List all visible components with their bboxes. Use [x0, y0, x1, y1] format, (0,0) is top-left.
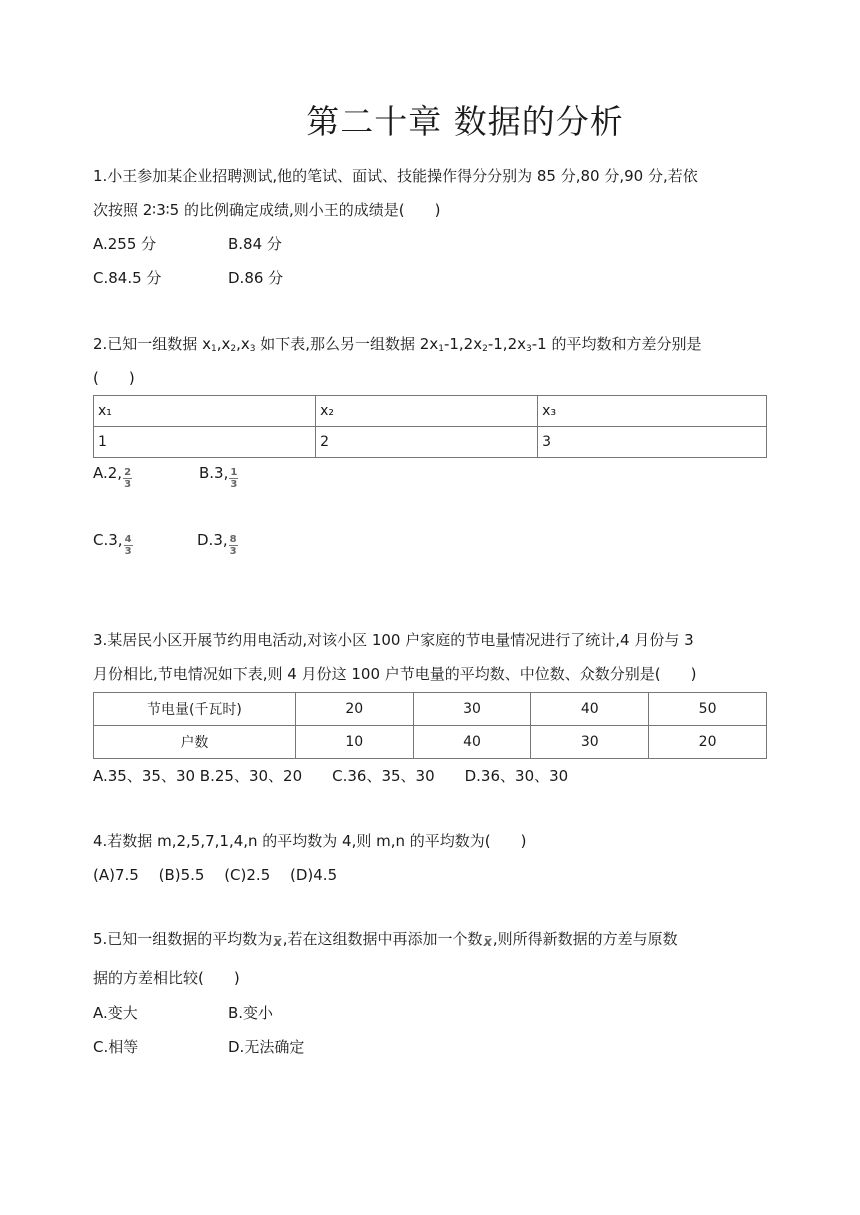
table-cell: 1 — [94, 427, 316, 458]
q3-line2: 月份相比,节电情况如下表,则 4 月份这 100 户节电量的平均数、中位数、众数分别是( ) — [93, 665, 697, 683]
q5-option-d: D.无法确定 — [228, 1038, 305, 1056]
q5-text: ,若在这组数据中再添加一个数 — [282, 930, 483, 948]
q2-line1 — [93, 333, 701, 354]
table-cell: x₁ — [94, 396, 316, 427]
q1-option-a: A.255 分 — [93, 235, 157, 253]
q2-text: -1,2x — [443, 335, 483, 353]
q2-sub: 3 — [526, 344, 532, 354]
fraction — [123, 467, 132, 490]
q2-table — [93, 395, 767, 458]
q5-option-a: A.变大 — [93, 1004, 138, 1022]
fraction-denominator: 3 — [124, 546, 132, 557]
q1-option-c: C.84.5 分 — [93, 269, 162, 287]
fraction-denominator: 3 — [229, 546, 237, 557]
table-cell: 40 — [531, 693, 649, 726]
q5-text: 5.已知一组数据的平均数为 — [93, 930, 273, 948]
fraction — [229, 534, 238, 557]
option-label: A.2, — [93, 464, 123, 482]
fraction-numerator: 4 — [124, 534, 132, 545]
q5-option-b: B.变小 — [228, 1004, 274, 1022]
fraction — [124, 534, 133, 557]
q3-table — [93, 692, 767, 759]
q2-text: ,x — [216, 335, 231, 353]
table-cell: 40 — [413, 726, 531, 759]
q2-sub: 3 — [249, 344, 256, 354]
x-bar-symbol: x — [273, 935, 282, 950]
q2-text: 2.已知一组数据 x — [93, 335, 211, 353]
q3-options: A.35、35、30 B.25、30、20 C.36、35、30 D.36、30、30 — [93, 767, 569, 785]
q2-option-a — [93, 464, 132, 490]
q2-sub: 1 — [210, 344, 217, 354]
q2-text: -1 的平均数和方差分别是 — [531, 335, 702, 353]
table-row — [94, 726, 767, 759]
fraction-numerator: 1 — [230, 467, 238, 478]
q2-text: -1,2x — [487, 335, 526, 353]
q1-line2: 次按照 2∶3∶5 的比例确定成绩,则小王的成绩是( ) — [93, 201, 441, 219]
table-cell: 2 — [316, 427, 538, 458]
q2-text: 如下表,那么另一组数据 2x — [255, 335, 439, 353]
table-cell: 户数 — [94, 726, 296, 759]
page-title: 第二十章 数据的分析 — [306, 102, 624, 141]
option-label: C.3, — [93, 531, 123, 549]
q1-option-b: B.84 分 — [228, 235, 282, 253]
fraction-denominator: 3 — [124, 479, 132, 490]
table-cell: 20 — [295, 693, 413, 726]
fraction-denominator: 3 — [230, 479, 238, 490]
table-row — [94, 396, 767, 427]
q2-sub: 2 — [230, 344, 237, 354]
q3-line1: 3.某居民小区开展节约用电活动,对该小区 100 户家庭的节电量情况进行了统计,4 月份与 3 — [93, 631, 694, 649]
table-cell: 节电量(千瓦时) — [94, 693, 296, 726]
table-cell: 30 — [413, 693, 531, 726]
q2-option-b — [199, 464, 238, 490]
fraction — [229, 467, 238, 490]
q1-option-d: D.86 分 — [228, 269, 284, 287]
table-cell: 20 — [649, 726, 767, 759]
table-cell: 50 — [649, 693, 767, 726]
q2-option-c — [93, 531, 133, 557]
q5-text: ,则所得新数据的方差与原数 — [492, 930, 678, 948]
q4-options: (A)7.5 (B)5.5 (C)2.5 (D)4.5 — [93, 866, 338, 884]
option-label: B.3, — [199, 464, 229, 482]
table-cell: 3 — [538, 427, 767, 458]
table-cell: x₂ — [316, 396, 538, 427]
q5-line2: 据的方差相比较( ) — [93, 969, 240, 987]
table-row — [94, 693, 767, 726]
table-cell: x₃ — [538, 396, 767, 427]
q5-line1 — [93, 928, 678, 949]
q2-option-d — [197, 531, 238, 557]
q4-line1: 4.若数据 m,2,5,7,1,4,n 的平均数为 4,则 m,n 的平均数为( ) — [93, 832, 527, 850]
x-bar-symbol: x — [483, 935, 492, 950]
fraction-numerator: 8 — [229, 534, 237, 545]
q2-sub: 2 — [482, 344, 488, 354]
q5-option-c: C.相等 — [93, 1038, 139, 1056]
table-row — [94, 427, 767, 458]
q2-sub: 1 — [438, 344, 444, 354]
table-cell: 10 — [295, 726, 413, 759]
q2-text: ,x — [236, 335, 250, 353]
q2-line2: ( ) — [93, 369, 135, 387]
q1-line1: 1.小王参加某企业招聘测试,他的笔试、面试、技能操作得分分别为 85 分,80 分,90 分,若依 — [93, 167, 698, 185]
option-label: D.3, — [197, 531, 228, 549]
fraction-numerator: 2 — [124, 467, 132, 478]
table-cell: 30 — [531, 726, 649, 759]
